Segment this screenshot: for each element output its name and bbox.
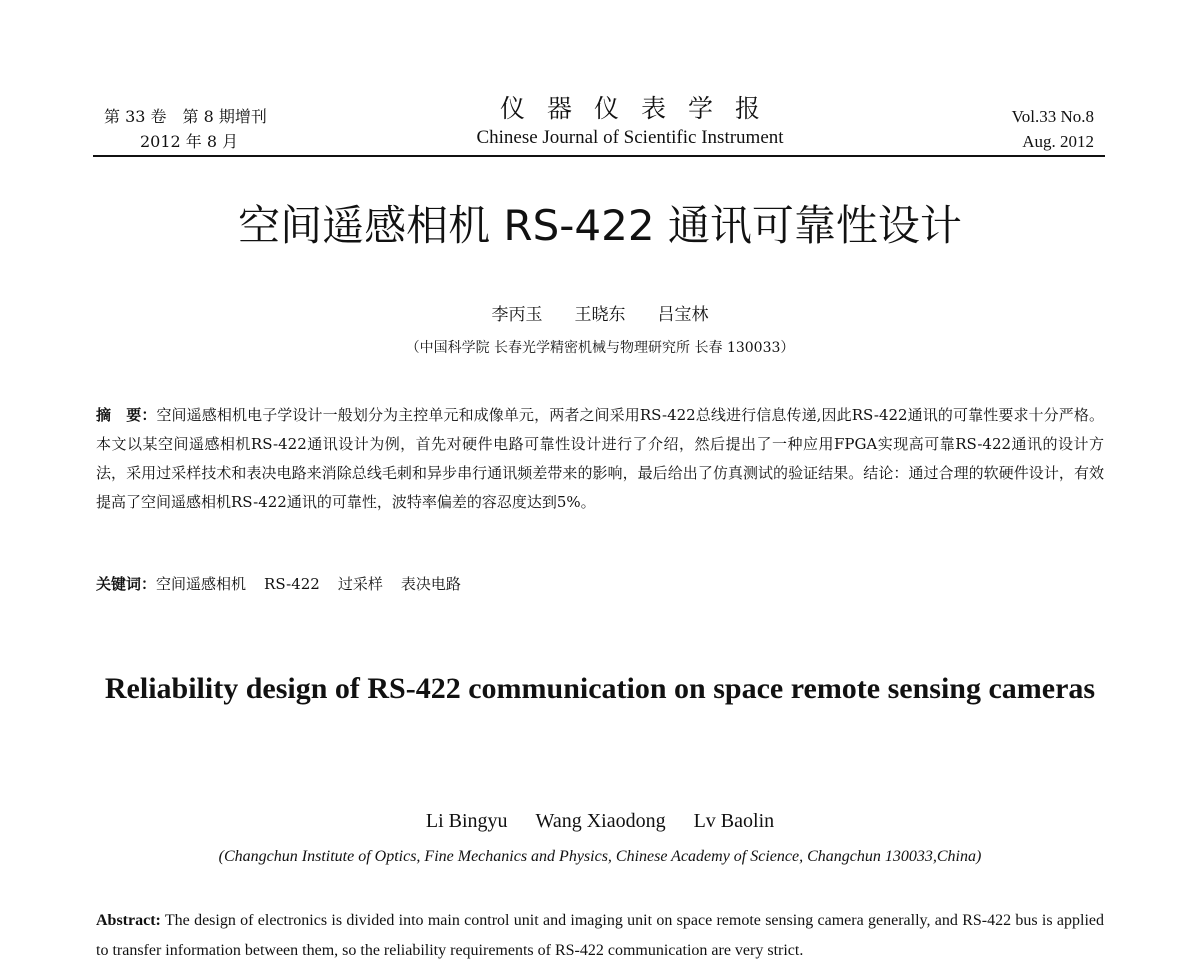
abstract-cn — [96, 401, 1104, 517]
keyword-cn: 空间遥感相机 — [156, 575, 247, 593]
keyword-cn: 表决电路 — [400, 575, 461, 593]
date-cn: 2012 年 8 月 — [140, 132, 239, 151]
volume-issue-cn: 第 33 卷 第 8 期增刊 — [104, 107, 267, 126]
date-en: Aug. 2012 — [1022, 132, 1094, 151]
affiliation-cn: （中国科学院 长春光学精密机械与物理研究所 长春 130033） — [405, 340, 795, 356]
keyword-cn: RS-422 — [264, 575, 320, 593]
journal-name-en: Chinese Journal of Scientific Instrument — [476, 127, 784, 148]
authors-cn — [0, 300, 1200, 325]
keyword-cn: 过采样 — [337, 575, 383, 593]
journal-name-cn: 仪器仪表学报 — [499, 94, 782, 123]
header-volume-block — [104, 104, 324, 154]
volume-issue-en: Vol.33 No.8 — [1011, 107, 1094, 126]
abstract-cn-text: 空间遥感相机电子学设计一般划分为主控单元和成像单元，两者之间采用RS-422总线进行信息传递,因此RS-422通讯的可靠性要求十分严格。本文以某空间遥感相机RS-422通讯设计为例，首先对硬件电路可靠性设计进行了介绍，然后提出了一种应用FPGA实现高可靠RS-422通讯的设计方法，采用过采样技术和表决电路来消除总线毛刺和异步串行通讯频差带来的影响，最后给出了仿真测试的验证结果。结论：通过合理的软硬件设计，有效提高了空间遥感相机RS-422通讯的可靠性，波特率偏差的容忍度达到5%。 — [96, 406, 1104, 511]
abstract-cn-label: 摘 要： — [96, 406, 157, 424]
abstract-en-label: Abstract: — [96, 912, 161, 929]
author-en: Li Bingyu — [425, 810, 508, 832]
journal-masthead — [420, 94, 840, 149]
author-cn: 吕宝林 — [657, 305, 709, 325]
header-rule — [93, 155, 1105, 157]
keywords-cn — [96, 572, 1104, 596]
authors-en — [0, 810, 1200, 833]
keywords-cn-label: 关键词： — [96, 575, 157, 593]
abstract-en-text: The design of electronics is divided into main control unit and imaging unit on space remote sensing camera generally, and RS-422 bus is applied to transfer information between them, so the reliability requirements of RS-422 communication are very strict. — [96, 912, 1104, 959]
author-cn: 李丙玉 — [491, 305, 543, 325]
header-volume-en-block — [914, 104, 1094, 154]
affiliation-en: (Changchun Institute of Optics, Fine Mechanics and Physics, Chinese Academy of Science, Changchun 130033,China) — [218, 848, 982, 865]
author-cn: 王晓东 — [574, 305, 626, 325]
author-en: Wang Xiaodong — [535, 810, 666, 832]
paper-title-cn: 空间遥感相机 RS-422 通讯可靠性设计 — [238, 201, 962, 250]
author-en: Lv Baolin — [693, 810, 775, 832]
paper-title-en: Reliability design of RS-422 communication on space remote sensing cameras — [104, 672, 1096, 705]
abstract-en — [96, 906, 1104, 966]
